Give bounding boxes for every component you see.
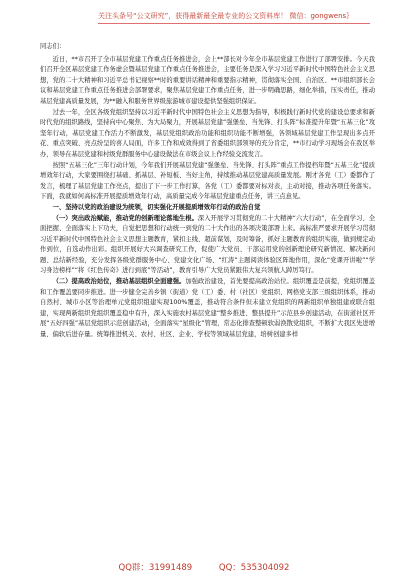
subsection-1	[40, 214, 375, 278]
paragraph-review: 过去一年，全区各级党组织坚持以习近平新时代中国特色社会主义思想为指导，积极践行新时代党的建设总要求和新时代党的组织路线，坚持向中心聚焦、为大局聚力，开展基层党建“强堡垒、当先锋、打头阵”标准提升年暨“五基三化”攻坚年行动，基层党建工作活力不断激发，基层党组织政治功能和组织功能不断增强，各领域基层党建工作呈现出多点开花、重点突破、亮点纷呈的喜人局面，许多工作和成效得到了省委组织部领导的充分肯定，**市行动学习现场会在我区举办，领导在基层党建和村级党群服务中心建设做法在市级会议上作经验交流发言。	[40, 108, 375, 158]
subsection-2-title: （二）提高政治站位，推动基层组织全面建强。	[52, 278, 186, 286]
footer-qq-group: QQ群：31991489	[118, 563, 193, 573]
section-heading: 一、坚持以党的政治建设为统领，切实强化开展提质增效年行动的政治自觉	[52, 203, 261, 211]
subsection-1-title: （一）突出政治赋能，推动党的创新理论落地生根。	[52, 214, 198, 222]
document-body	[40, 38, 375, 341]
subsection-2-body: 加强政治建设，首先要提高政治站位。组织覆盖是前提，党组织覆盖和工作覆盖要同步推进。进一步健全完善乡镇（街道）党（工）委、村（社区）党组织、网格党支部三级组织体系，推动自然村、城市小区等治理单元党组织组建实现100%覆盖，推动符合条件但未建立党组织的两新组织单独组建或联合组建，实现两新组织党组织覆盖稳中有升，深入实施农村基层党建“整乡推进、整县提升”示范县乡创建活动，在街道社区开展“五好四强”基层党组织示范创建活动，全面落实“星级化”管理，常态化排查整顿软弱涣散党组织，不断扩大我区先进增量、偏软后进存量。统筹推进机关、农村、社区、企业、学校等领域基层党建，培树创建多样	[40, 278, 376, 339]
paragraph-plan: 按照“五基三化”三年行动计划，今年我们开展基层党建“强堡垒、当先锋、打头阵”重点工作提档年暨“五基三化”提质增效年行动，大家要围绕打基础、抓基层、补短板、当好主角，持续推动基层党建高质量发展。刚才各党（工）委都作了发言，梳理了基层党建工作亮点，提出了下一步工作打算，各党（工）委都要对标对表，主动对接，推动各项任务落实。下面，我就如何高标准开展提质增效年行动，高质量完成今年基层党建重点任务，讲三点意见。	[40, 161, 375, 201]
salutation: 同志们：	[40, 43, 66, 50]
footer-qq: QQ：535304092	[218, 563, 290, 573]
banner-divider	[98, 23, 370, 24]
banner-text: 关注头条号“公文研究”，获得最新最全最专业的公文资料库！ 微信：gongwens｝	[98, 12, 354, 20]
subsection-2	[40, 277, 375, 341]
subsection-1-body: 深入开展学习贯彻党的二十大精神“六大行动”，在全面学习、全面把握、全面落实上下功夫，自觉把思想和行动统一到党的二十大作出的各项决策部署上来。高标准严要求开展学习贯彻习近平新时代中国特色社会主义思想主题教育，紧扣主线、超前谋划，及时筹备，抓好主题教育的组织实施，做到规定动作到位，自选动作出彩。组织开展好大兴调查研究工作，促使广大党员、干部运用党的创新理论研究新情况、解决新问题、总结新经验，充分发挥各级党群服务中心、党建文化广场、“红涛”主题阅读体验区阵地作用，深化“党课开讲啦”“学习身边榜样”“将《红色传奇》进行到底”等活动”，教育引导广大党员紧跟伟大复兴领航人踔厉笃行。	[40, 214, 375, 275]
top-banner	[98, 8, 370, 24]
paragraph-intro: 近日，**市召开了全市基层党建工作重点任务推进会，会上**部长对今年全市基层党建工作进行了部署安排。今天我们召开全区基层党建工作务虚会暨基层党建工作重点任务推进会，主要任务是深入学习习近平新时代中国特色社会主义思想，党的二十大精神和习近平总书记视察**时的重要讲话精神和重要指示精神，贯彻落实全国、自治区、**市组织部长会议和基层党建工作重点任务推进会部署要求，聚焦基层党建工作重点任务，进一步明确思路，细化举措，压实责任，推动基层党建高质量发展，为**融入和服务世界级旅游城市建设提供坚强组织保证。	[40, 55, 375, 105]
footer-contact	[0, 560, 408, 576]
